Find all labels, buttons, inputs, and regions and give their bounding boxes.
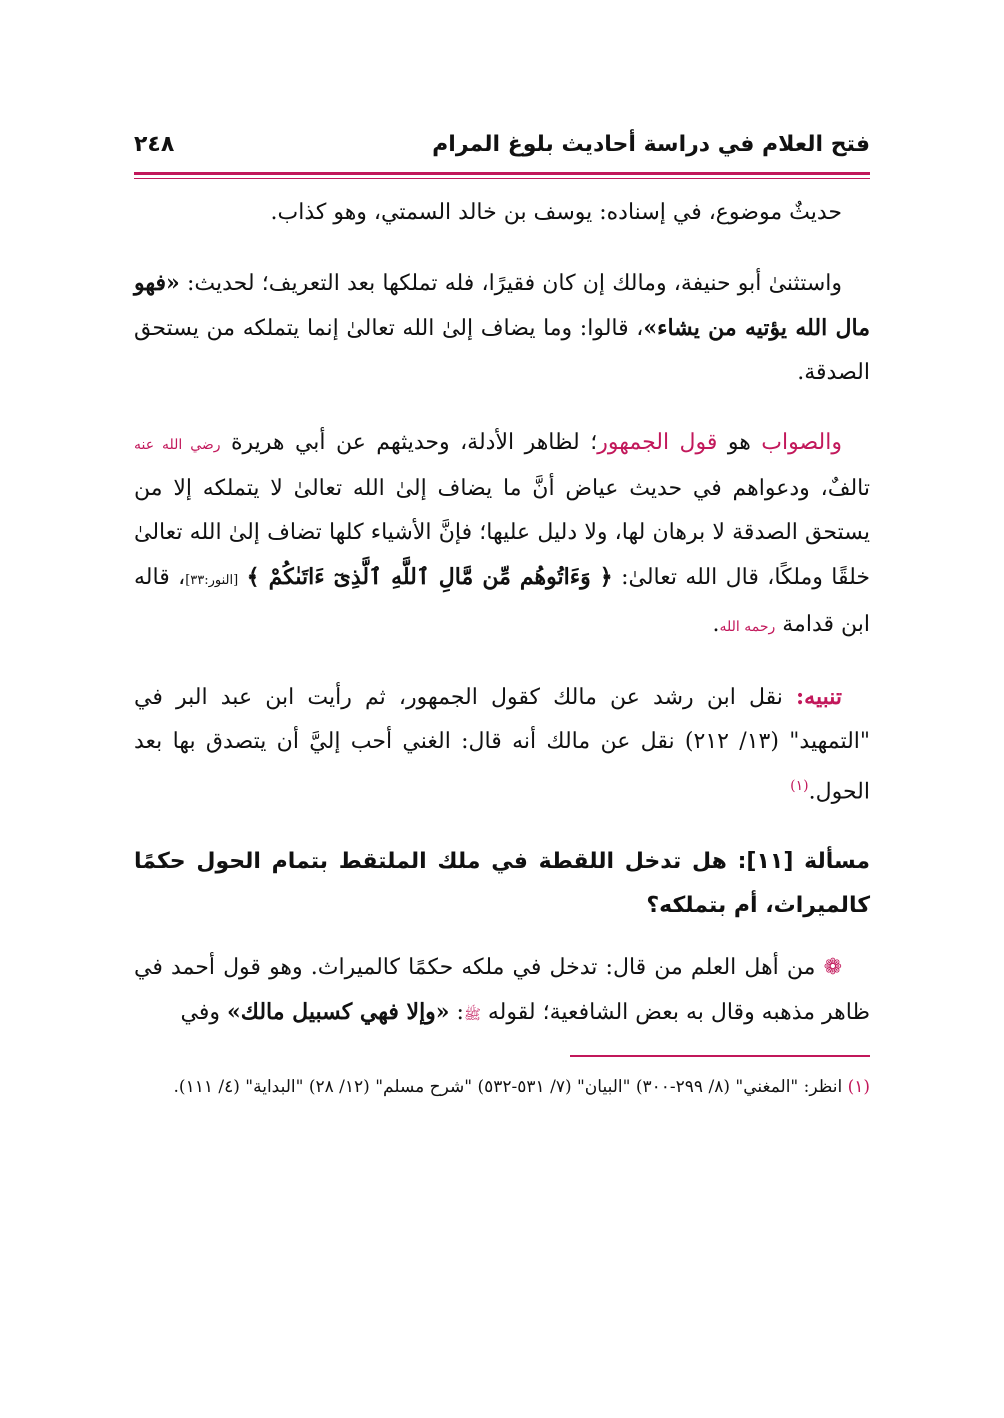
p5-text1: من أهل العلم من قال: تدخل في ملكه حكمًا كالميراث. وهو قول أحمد في ظاهر مذهبه وقال به بعض الشافعية؛ لقوله xyxy=(134,955,870,1026)
note-label: تنبيه: xyxy=(796,684,842,710)
book-title: فتح العلام في دراسة أحاديث بلوغ المرام xyxy=(432,132,870,157)
p4-book-title: "التمهيد" xyxy=(789,729,871,754)
running-header xyxy=(134,128,870,170)
p3-lead-word: والصواب xyxy=(761,430,842,455)
p3-text3: تالفٌ، ودعواهم في حديث عياض أنَّ ما يضاف إلىٰ الله تعالىٰ لا يتملكه إلا من يستحق الصدقة لا برهان لها، ولا دليل عليها؛ فإنَّ الأشياء كلها تضاف إلىٰ الله تعالىٰ خلقًا وملكًا، قال الله تعالىٰ: xyxy=(134,476,870,590)
book-page xyxy=(134,128,870,1101)
p4-text2: (١٣/ ٢١٢) نقل عن مالك أنه قال: الغني أحب إليَّ أن يتصدق بها بعد الحول. xyxy=(134,729,870,805)
honorific-scholar: رحمه الله xyxy=(719,619,776,635)
paragraph-note xyxy=(134,675,870,814)
footnote xyxy=(134,1073,870,1101)
salutation-icon: ﷺ xyxy=(463,1007,481,1024)
p5-hadith-quote: «وإلا فهي كسبيل مالك» xyxy=(227,999,450,1026)
p5-text3: وفي xyxy=(180,1000,228,1026)
paragraph-first-view xyxy=(134,946,870,1037)
issue-heading xyxy=(134,840,870,928)
paragraph-hadith-grading: حديثٌ موضوع، في إسناده: يوسف بن خالد السمتي، وهو كذاب. xyxy=(270,200,842,225)
p3-text4: ، قاله ابن قدامة xyxy=(134,565,870,637)
flower-ornament-icon: ❁ xyxy=(823,955,842,981)
honorific-sahabi: رضي الله عنه xyxy=(134,437,221,453)
issue-text: هل تدخل اللقطة في ملك الملتقط بتمام الحول حكمًا كالميراث، أم بتملكه؟ xyxy=(134,849,870,919)
issue-label: مسألة [١١]: xyxy=(737,849,870,875)
p2-intro: واستثنىٰ أبو حنيفة، ومالك إن كان فقيرًا، فله تملكها بعد التعريف؛ لحديث: xyxy=(186,271,842,296)
p4-text1: نقل ابن رشد عن مالك كقول الجمهور، ثم رأيت ابن عبد البر في xyxy=(134,685,797,710)
page-number: ٢٤٨ xyxy=(134,132,175,157)
verse-reference: [النور:٣٣] xyxy=(185,573,239,588)
footnote-text: انظر: "المغني" (٨/ ٢٩٩-٣٠٠) "البيان" (٧/ ٥٣١-٥٣٢) "شرح مسلم" (١٢/ ٢٨) "البداية" (٤/ ١١١). xyxy=(173,1077,848,1098)
footnote-divider xyxy=(570,1055,870,1057)
footnote-number: (١) xyxy=(847,1077,870,1098)
quran-verse: ﴿ وَءَاتُوهُم مِّن مَّالِ ٱللَّهِ ٱلَّذِىٓ ءَاتَىٰكُمْ ﴾ xyxy=(246,564,613,590)
p3-text5: . xyxy=(712,612,720,637)
footnote-marker[interactable]: (١) xyxy=(790,778,809,794)
p2-rest: ، قالوا: وما يضاف إلىٰ الله تعالىٰ إنما يتملكه من يستحق الصدقة. xyxy=(134,316,870,385)
header-rule-thick xyxy=(134,172,870,175)
p3-text1: هو xyxy=(717,430,762,455)
p2-hadith-quote: «فهو مال الله يؤتيه من يشاء» xyxy=(134,270,870,341)
header-rule-thin xyxy=(134,178,870,179)
p3-majority-view: قول الجمهور xyxy=(597,430,718,455)
p3-text2: ؛ لظاهر الأدلة، وحديثهم عن أبي هريرة xyxy=(220,430,598,455)
paragraph-correct-view xyxy=(134,421,870,649)
paragraph-abu-hanifa xyxy=(134,261,870,395)
p5-text2: : xyxy=(449,1000,464,1026)
